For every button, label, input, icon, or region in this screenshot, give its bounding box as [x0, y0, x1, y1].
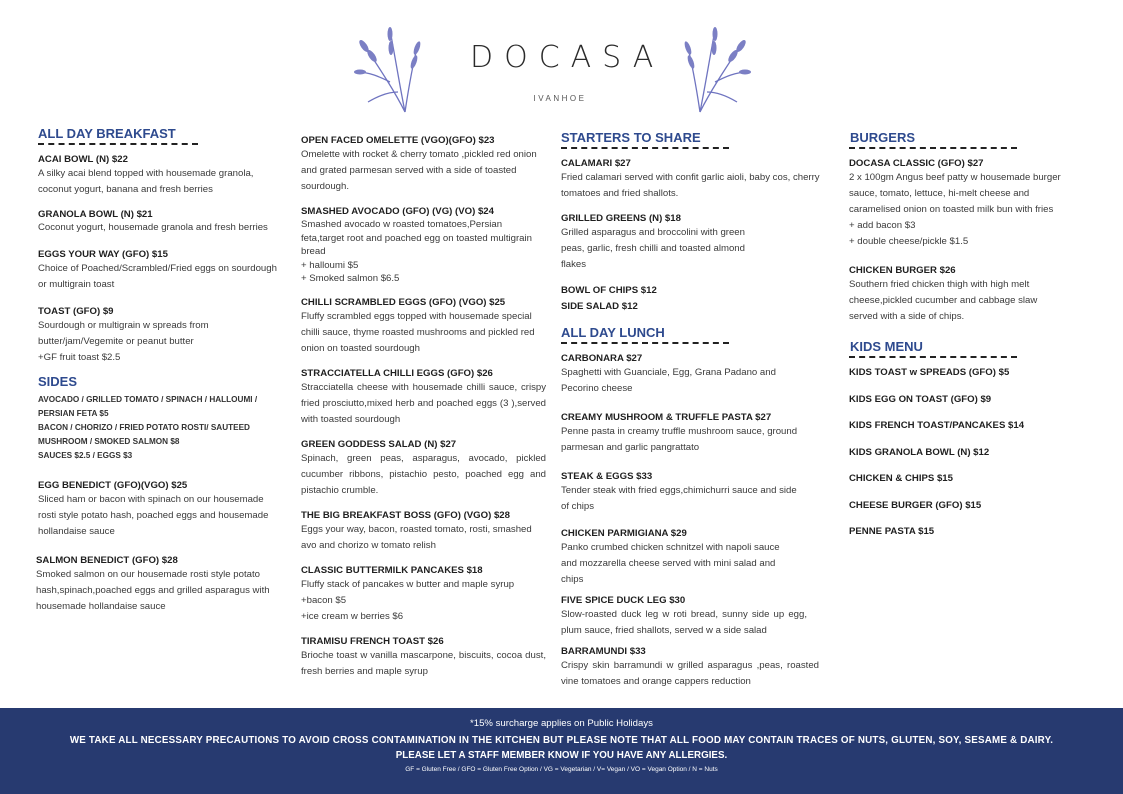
- allergen-warning: WE TAKE ALL NECESSARY PRECAUTIONS TO AVOID CROSS CONTAMINATION IN THE KITCHEN BUT PLEASE NOTE THAT ALL FOOD MAY CONTAIN TRACES OF NUTS, GLUTEN, SOY, SESAME & DAIRY.: [69, 735, 1054, 746]
- menu-item-desc: Spaghetti with Guanciale, Egg, Grana Padano and Pecorino cheese: [561, 367, 776, 394]
- menu-item-title: ACAI BOWL (N) $22: [38, 154, 128, 165]
- column-breakfast-2: [301, 134, 546, 690]
- kids-item: CHICKEN & CHIPS $15: [849, 473, 953, 484]
- divider: [38, 143, 198, 145]
- menu-item-desc: Smashed avocado w roasted tomatoes,Persian feta,target root and poached egg on toasted multigrain bread: [301, 219, 532, 257]
- sides-line: AVOCADO / GRILLED TOMATO / SPINACH / HALLOUMI / PERSIAN FETA $5: [38, 395, 258, 418]
- menu-item: [301, 205, 546, 286]
- menu-item-desc: Panko crumbed chicken schnitzel with napoli sauce and mozzarella cheese served with mini salad and chips: [561, 542, 780, 585]
- menu-item-title: EGGS YOUR WAY (GFO) $15: [38, 249, 168, 260]
- menu-item: [301, 134, 546, 195]
- column-starters-lunch: [561, 130, 823, 700]
- menu-item-title: SALMON BENEDICT (GFO) $28: [36, 555, 178, 566]
- section-title-sides: SIDES: [38, 374, 78, 389]
- menu-item: [301, 367, 546, 428]
- menu-item: [38, 305, 283, 366]
- allergy-notice: PLEASE LET A STAFF MEMBER KNOW IF YOU HAVE ANY ALLERGIES.: [395, 750, 728, 761]
- menu-item-desc: Crispy skin barramundi w grilled asparagus ,peas, roasted vine tomatoes and orange cappers reduction: [561, 660, 819, 687]
- surcharge-note: *15% surcharge applies on Public Holidays: [470, 718, 653, 729]
- menu-item-desc: Eggs your way, bacon, roasted tomato, rosti, smashed avo and chorizo w tomato relish: [301, 523, 532, 551]
- menu-item-title: BARRAMUNDI $33: [561, 646, 646, 657]
- menu-item-extra: + Smoked salmon $6.5: [301, 273, 400, 284]
- section-title-starters: STARTERS TO SHARE: [561, 130, 701, 145]
- brand-name: DOCASA: [470, 40, 665, 75]
- menu-item-title: CHILLI SCRAMBLED EGGS (GFO) (VGO) $25: [301, 296, 506, 308]
- menu-item-desc: Penne pasta in creamy truffle mushroom sauce, ground parmesan and garlic pangrattato: [561, 426, 798, 453]
- menu-item-title: CLASSIC BUTTERMILK PANCAKES $18: [301, 564, 483, 576]
- menu-item: [561, 411, 823, 456]
- menu-item: [561, 645, 823, 690]
- menu-item-title: GRANOLA BOWL (N) $21: [38, 209, 153, 220]
- menu-item-desc: Grilled asparagus and broccolini with green peas, garlic, fresh chilli and toasted almond flakes: [561, 227, 745, 270]
- menu-item-desc: Omelette with rocket & cherry tomato ,pickled red onion and grated parmesan served with a side of toasted sourdough.: [301, 149, 537, 192]
- menu-item: [36, 554, 283, 615]
- menu-item: [38, 208, 283, 234]
- menu-item-title: CALAMARI $27: [561, 158, 631, 169]
- footer: [0, 708, 1123, 794]
- kids-item: CHEESE BURGER (GFO) $15: [849, 499, 982, 511]
- menu-item-desc: Sourdough or multigrain w spreads from butter/jam/Vegemite or peanut butter: [38, 320, 209, 347]
- sides-line: SAUCES $2.5 / EGGS $3: [38, 451, 133, 460]
- menu-item-title: OPEN FACED OMELETTE (VGO)(GFO) $23: [301, 135, 495, 146]
- divider: [561, 342, 729, 344]
- menu-item-title: DOCASA CLASSIC (GFO) $27: [849, 158, 984, 169]
- menu-item-title: SMASHED AVOCADO (GFO) (VG) (VO) $24: [301, 206, 494, 217]
- menu-item: [561, 527, 823, 588]
- menu-item-desc: Fluffy scrambled eggs topped with housemade special chilli sauce, thyme roasted mushrooms and pickled red onion on toasted sourdough: [301, 310, 535, 354]
- menu-item-desc: 2 x 100gm Angus beef patty w housemade burger sauce, tomato, lettuce, hi-melt cheese and caramelised onion on toasted milk bun with fries: [849, 172, 1061, 215]
- kids-item: KIDS GRANOLA BOWL (N) $12: [849, 446, 990, 458]
- menu-item-extra: +bacon $5: [301, 594, 347, 606]
- divider: [561, 147, 729, 149]
- section-title-kids: KIDS MENU: [850, 339, 923, 354]
- menu-item: [301, 509, 546, 554]
- kids-item: KIDS FRENCH TOAST/PANCAKES $14: [849, 420, 1025, 431]
- sides-list: [38, 393, 283, 463]
- menu-item: [561, 212, 823, 273]
- menu-item-desc: Smoked salmon on our housemade rosti style potato hash,spinach,poached eggs and grilled asparagus with housemade hollandaise sauce: [36, 569, 270, 612]
- menu-item-title: TIRAMISU FRENCH TOAST $26: [301, 635, 444, 647]
- menu-item: [38, 153, 283, 198]
- menu-item-extra: + double cheese/pickle $1.5: [849, 236, 969, 247]
- menu-item: [849, 157, 1089, 250]
- menu-item: [561, 470, 823, 515]
- column-breakfast: [38, 126, 283, 625]
- menu-item: [301, 296, 546, 357]
- menu-item: [301, 438, 546, 499]
- menu-item-desc: A silky acai blend topped with housemade granola, coconut yogurt, banana and fresh berries: [38, 168, 254, 195]
- menu-item: [38, 479, 283, 540]
- menu-item-title: CARBONARA $27: [561, 353, 643, 364]
- menu-item-desc: Tender steak with fried eggs,chimichurri sauce and side of chips: [561, 485, 797, 512]
- menu-item-title: STRACCIATELLA CHILLI EGGS (GFO) $26: [301, 367, 493, 379]
- menu-item: [301, 564, 546, 625]
- menu-item-title: GRILLED GREENS (N) $18: [561, 213, 681, 224]
- menu-item-desc: Southern fried chicken thigh with high melt cheese,pickled cucumber and cabbage slaw served with a side of chips.: [849, 279, 1038, 322]
- menu-item-desc: Choice of Poached/Scrambled/Fried eggs on sourdough or multigrain toast: [38, 263, 277, 290]
- kids-item: KIDS TOAST w SPREADS (GFO) $5: [849, 367, 1010, 378]
- menu-item-desc: Stracciatella cheese with housemade chilli sauce, crispy fried prosciutto,mixed herb and poached eggs (3 ),served with toasted sourdough: [301, 381, 546, 425]
- menu-item-title: FIVE SPICE DUCK LEG $30: [561, 595, 686, 606]
- lavender-sprig-icon: [680, 22, 755, 114]
- menu-item-desc: Slow-roasted duck leg w roti bread, sunny side up egg, plum sauce, fried shallots, served w a side salad: [561, 609, 807, 636]
- menu-item-extra: + add bacon $3: [849, 220, 916, 231]
- brand-location: IVANHOE: [533, 94, 587, 103]
- lavender-sprig-icon: [350, 22, 425, 114]
- menu-item-title: CREAMY MUSHROOM & TRUFFLE PASTA $27: [561, 412, 772, 423]
- chips-item: BOWL OF CHIPS $12: [561, 285, 657, 296]
- menu-item-desc: Coconut yogurt, housemade granola and fresh berries: [38, 222, 268, 233]
- menu-item: [561, 352, 823, 397]
- menu-item-title: CHICKEN PARMIGIANA $29: [561, 528, 687, 539]
- kids-list: [849, 366, 1089, 538]
- menu-item-title: GREEN GODDESS SALAD (N) $27: [301, 438, 457, 450]
- menu-item-desc: Spinach, green peas, asparagus, avocado, pickled cucumber ribbons, pistachio pesto, poached egg and pistachio crumble.: [301, 452, 546, 496]
- menu-item-desc: Brioche toast w vanilla mascarpone, biscuits, cocoa dust, fresh berries and maple syrup: [301, 649, 546, 677]
- menu-item-extra: +ice cream w berries $6: [301, 610, 404, 622]
- menu-item-title: CHICKEN BURGER $26: [849, 265, 956, 276]
- kids-item: PENNE PASTA $15: [849, 526, 935, 537]
- sides-line: BACON / CHORIZO / FRIED POTATO ROSTI/ SAUTEED MUSHROOM / SMOKED SALMON $8: [38, 423, 250, 446]
- menu-item: [561, 157, 823, 202]
- menu-item: [301, 635, 546, 680]
- menu-item-extra: +GF fruit toast $2.5: [38, 352, 121, 363]
- dietary-legend: GF = Gluten Free / GFO = Gluten Free Option / VG = Vegetarian / V= Vegan / VO = Vegan Option / N = Nuts: [405, 766, 718, 773]
- section-title-burgers: BURGERS: [850, 130, 916, 145]
- menu-item-extra: + halloumi $5: [301, 259, 359, 271]
- menu-item-desc: Sliced ham or bacon with spinach on our housemade rosti style potato hash, poached eggs and housemade hollandaise sauce: [38, 494, 269, 537]
- menu-item-desc: Fried calamari served with confit garlic aioli, baby cos, cherry tomatoes and fried shallots.: [561, 172, 820, 199]
- menu-item-desc: Fluffy stack of pancakes w butter and maple syrup: [301, 578, 515, 590]
- section-title-breakfast: ALL DAY BREAKFAST: [38, 126, 176, 141]
- menu-item-title: STEAK & EGGS $33: [561, 471, 653, 482]
- menu-item-title: EGG BENEDICT (GFO)(VGO) $25: [38, 480, 188, 491]
- menu-item-title: TOAST (GFO) $9: [38, 306, 114, 317]
- side-salad-item: SIDE SALAD $12: [561, 301, 638, 312]
- menu-item: [38, 248, 283, 293]
- menu-item: [849, 264, 1089, 325]
- menu-item-title: THE BIG BREAKFAST BOSS (GFO) (VGO) $28: [301, 509, 510, 521]
- kids-item: KIDS EGG ON TOAST (GFO) $9: [849, 393, 992, 405]
- divider: [849, 147, 1017, 149]
- section-title-lunch: ALL DAY LUNCH: [561, 325, 665, 340]
- divider: [849, 356, 1017, 358]
- menu-item: [561, 594, 823, 639]
- column-burgers-kids: [849, 130, 1089, 552]
